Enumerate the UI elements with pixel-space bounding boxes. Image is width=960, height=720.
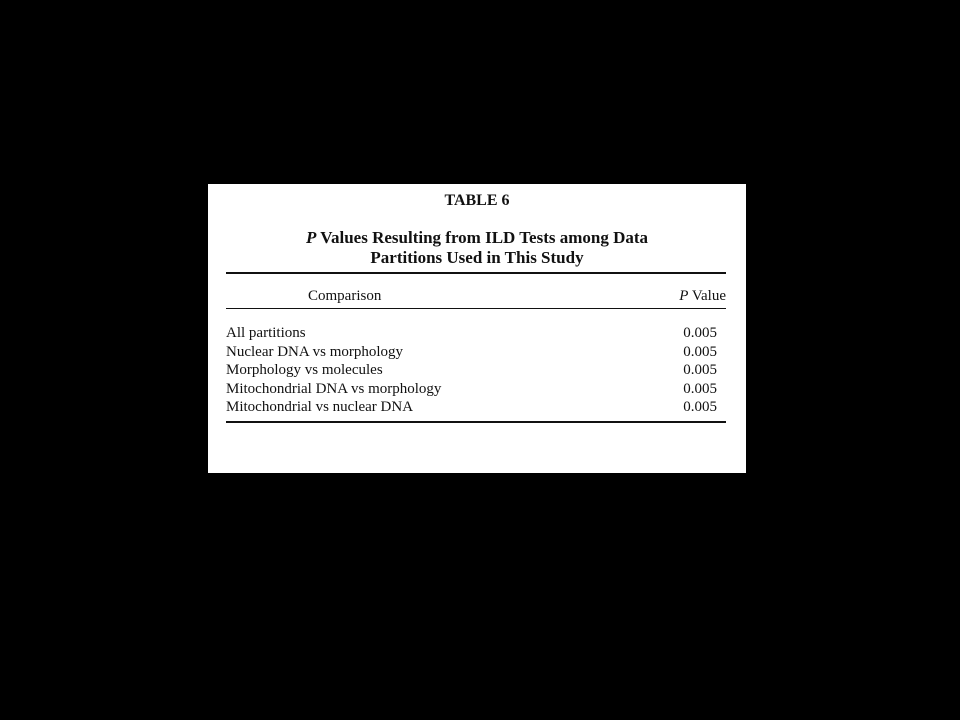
row-comparison: Morphology vs molecules bbox=[226, 362, 383, 378]
caption-line-2: Partitions Used in This Study bbox=[370, 248, 584, 267]
header-p-symbol: P bbox=[679, 288, 689, 304]
table-row bbox=[226, 343, 726, 362]
row-p-value: 0.005 bbox=[683, 380, 717, 397]
table-row bbox=[226, 361, 726, 380]
row-comparison: All partitions bbox=[226, 325, 306, 341]
table-top-rule bbox=[226, 272, 726, 274]
table-body bbox=[226, 324, 726, 417]
caption-line-1 bbox=[208, 228, 746, 248]
document-page bbox=[208, 184, 746, 473]
row-p-value: 0.005 bbox=[683, 325, 717, 341]
header-value-text: Value bbox=[688, 288, 726, 304]
column-header-p-value bbox=[679, 288, 726, 305]
row-comparison: Mitochondrial DNA vs morphology bbox=[226, 380, 442, 397]
table-caption bbox=[208, 228, 746, 268]
table-bottom-rule bbox=[226, 421, 726, 423]
table-row bbox=[226, 380, 726, 399]
row-p-value: 0.005 bbox=[683, 343, 717, 360]
table-row bbox=[226, 398, 726, 417]
table-number: TABLE 6 bbox=[444, 192, 510, 209]
column-header-comparison: Comparison bbox=[308, 288, 382, 304]
row-comparison: Nuclear DNA vs morphology bbox=[226, 343, 404, 360]
caption-p-symbol: P bbox=[305, 228, 317, 247]
caption-line-1-text: Values Resulting from ILD Tests among Data bbox=[316, 228, 649, 247]
table-header-rule bbox=[226, 308, 726, 309]
table-row bbox=[226, 324, 726, 343]
row-p-value: 0.005 bbox=[683, 399, 717, 415]
row-comparison: Mitochondrial vs nuclear DNA bbox=[226, 399, 414, 415]
row-p-value: 0.005 bbox=[683, 362, 717, 378]
